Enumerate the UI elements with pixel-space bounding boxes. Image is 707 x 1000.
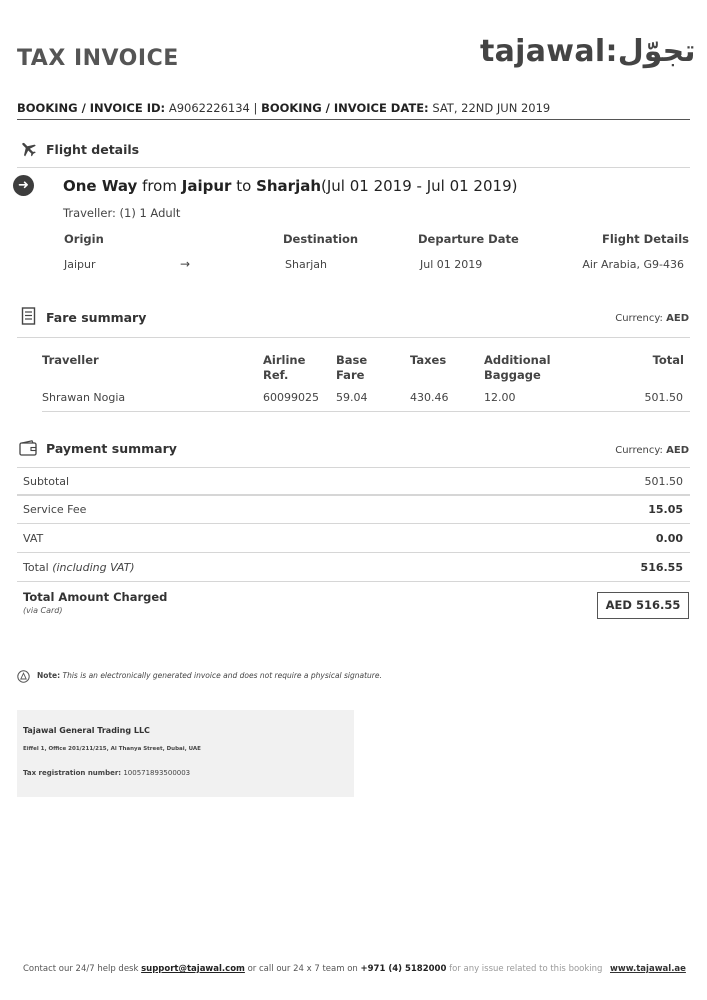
note-line <box>37 671 382 680</box>
total-note: (including VAT) <box>52 561 135 574</box>
fare-currency-label: Currency: <box>615 313 663 324</box>
trip-dates: (Jul 01 2019 - Jul 01 2019) <box>321 177 518 195</box>
service-fee-divider <box>17 523 690 524</box>
support-email-link[interactable]: support@tajawal.com <box>141 964 245 974</box>
tax-label: Tax registration number: <box>23 769 122 777</box>
flight-number-value: Air Arabia, G9-436 <box>582 258 684 271</box>
payment-currency-label: Currency: <box>615 445 663 456</box>
booking-id: A9062226134 <box>168 101 250 115</box>
flight-divider <box>17 167 690 168</box>
airplane-icon <box>19 139 38 158</box>
page-title: TAX INVOICE <box>17 46 179 71</box>
support-phone: +971 (4) 5182000 <box>360 964 447 974</box>
flight-section-title: Flight details <box>46 142 140 157</box>
fare-total: 501.50 <box>644 391 683 404</box>
charged-note: (via Card) <box>23 606 63 615</box>
footer-text-1: Contact our 24/7 help desk <box>23 964 139 974</box>
company-name: Tajawal General Trading LLC <box>23 726 150 735</box>
vat-label: VAT <box>23 532 44 545</box>
booking-id-label: BOOKING / INVOICE ID: <box>17 101 166 115</box>
fare-row-divider <box>42 411 690 412</box>
fare-col-airline-ref-1: Airline <box>263 353 306 367</box>
subtotal-label: Subtotal <box>23 475 70 488</box>
tajawal-logo <box>480 34 696 69</box>
total-value: 516.55 <box>640 561 683 574</box>
trip-destination: Sharjah <box>256 177 322 195</box>
logo-latin: tajawal: <box>480 34 618 69</box>
fare-col-baggage-1: Additional <box>484 353 551 367</box>
fare-currency-code: AED <box>666 313 689 324</box>
warning-icon <box>17 670 30 683</box>
fare-col-traveller: Traveller <box>42 353 99 367</box>
subtotal-divider <box>17 494 690 496</box>
fare-col-taxes: Taxes <box>410 353 447 367</box>
footer-text-3: for any issue related to this booking <box>449 964 603 974</box>
payment-currency <box>560 445 689 456</box>
payment-section-title: Payment summary <box>46 441 177 456</box>
vat-divider <box>17 552 690 553</box>
fare-divider <box>17 337 690 338</box>
payment-currency-code: AED <box>666 445 689 456</box>
website-link[interactable]: www.tajawal.ae <box>610 964 686 974</box>
trip-origin: Jaipur <box>181 177 232 195</box>
vat-value: 0.00 <box>655 532 683 545</box>
arrow-right-icon: ➜ <box>13 175 34 196</box>
col-origin: Origin <box>64 232 104 246</box>
col-flight-details: Flight Details <box>602 232 689 246</box>
total-divider <box>17 581 690 582</box>
total-label-line <box>23 561 135 574</box>
destination-value: Sharjah <box>285 258 327 271</box>
fare-col-base-fare-1: Base <box>336 353 368 367</box>
fare-col-airline-ref-2: Ref. <box>263 368 289 382</box>
to-word: to <box>236 177 252 195</box>
service-fee-label: Service Fee <box>23 503 87 516</box>
col-destination: Destination <box>283 232 359 246</box>
fare-col-base-fare-2: Fare <box>336 368 365 382</box>
departure-date-value: Jul 01 2019 <box>420 258 483 271</box>
booking-info-line <box>17 101 550 115</box>
trip-summary <box>63 177 517 195</box>
fare-traveller-name: Shrawan Nogia <box>42 391 126 404</box>
fare-section-title: Fare summary <box>46 310 147 325</box>
wallet-icon <box>19 440 38 456</box>
from-word: from <box>142 177 177 195</box>
trip-type: One Way <box>63 177 138 195</box>
origin-value: Jaipur <box>64 258 96 271</box>
tax-number: 100571893500003 <box>123 769 191 777</box>
company-info-box <box>17 710 354 797</box>
booking-date: SAT, 22ND JUN 2019 <box>432 101 551 115</box>
footer-contact <box>23 964 602 974</box>
service-fee-value: 15.05 <box>648 503 683 516</box>
header-divider <box>17 119 690 120</box>
company-address: Eiffel 1, Office 201/211/215, Al Thanya Street, Dubai, UAE <box>23 746 201 752</box>
traveller-count: Traveller: (1) 1 Adult <box>63 206 181 220</box>
route-arrow-icon: → <box>180 257 191 271</box>
separator: | <box>253 101 258 115</box>
logo-arabic: تجوّل <box>617 34 696 69</box>
note-text: This is an electronically generated invoice and does not require a physical signature. <box>62 671 382 680</box>
payment-divider <box>17 467 690 468</box>
tax-registration <box>23 769 190 777</box>
fare-airline-ref: 60099025 <box>263 391 319 404</box>
charged-amount-box: AED 516.55 <box>597 592 689 619</box>
note-label: Note: <box>37 671 61 680</box>
fare-base-fare: 59.04 <box>336 391 368 404</box>
total-label: Total <box>23 561 49 574</box>
charged-label: Total Amount Charged <box>23 590 168 604</box>
col-departure-date: Departure Date <box>418 232 519 246</box>
receipt-icon <box>21 307 37 326</box>
footer-text-2: or call our 24 x 7 team on <box>247 964 358 974</box>
fare-baggage: 12.00 <box>484 391 516 404</box>
subtotal-value: 501.50 <box>644 475 683 488</box>
fare-taxes: 430.46 <box>410 391 449 404</box>
booking-date-label: BOOKING / INVOICE DATE: <box>261 101 429 115</box>
fare-col-baggage-2: Baggage <box>484 368 541 382</box>
fare-col-total: Total <box>652 353 684 367</box>
fare-currency <box>560 313 689 324</box>
